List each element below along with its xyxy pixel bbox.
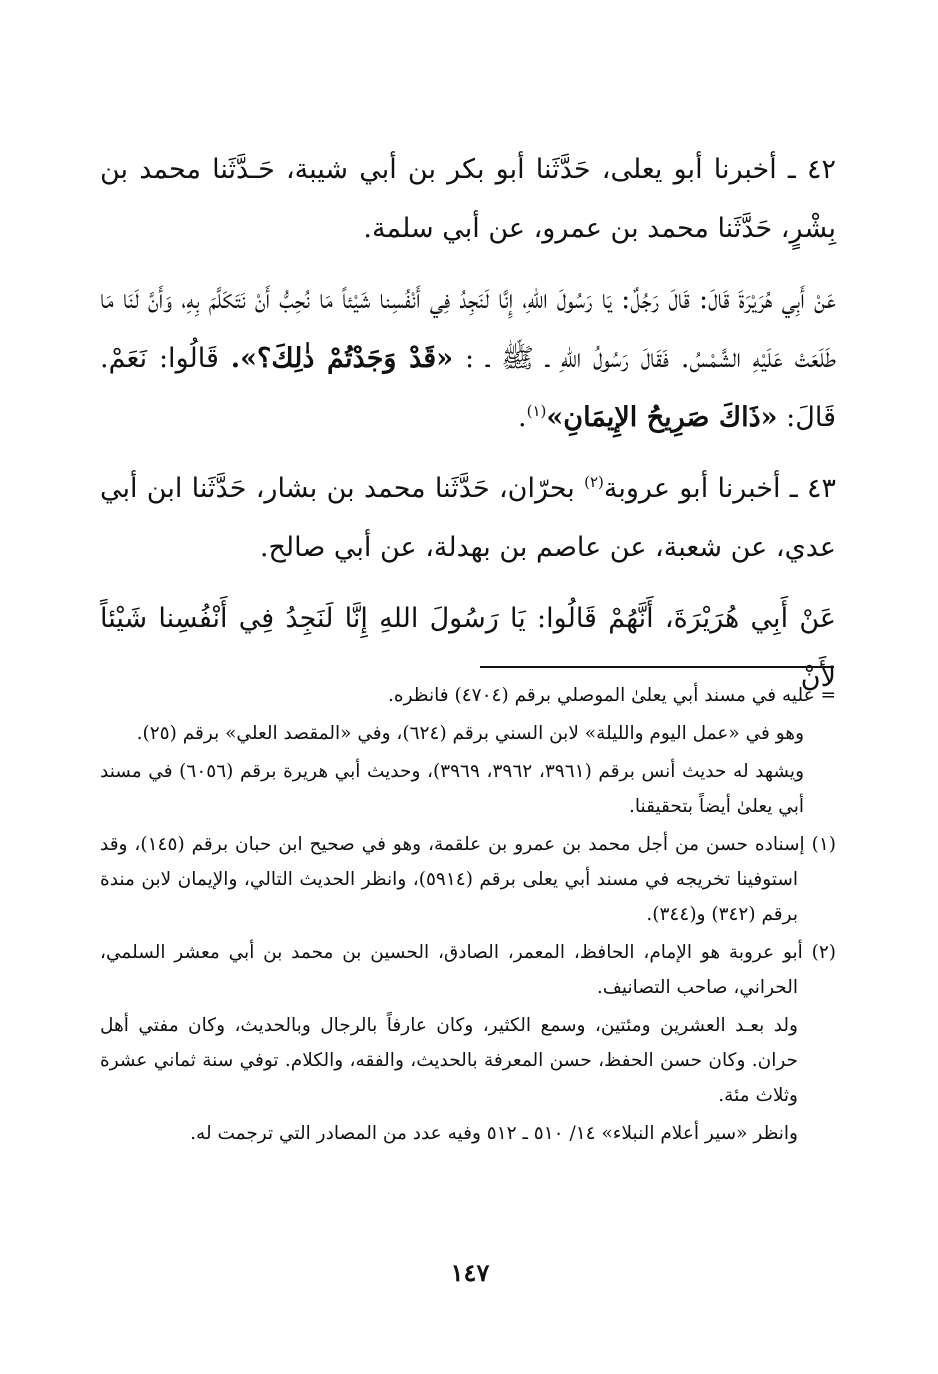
hadith-42-matn-quote-2: «ذَاكَ صَرِيحُ الإِيمَانِ»	[546, 402, 778, 433]
footnote-continuation-1: = عليه في مسند أبي يعلىٰ الموصلي برقم (٤٧٠٤) فانظره.	[388, 685, 836, 706]
page-number: ١٤٧	[450, 1258, 490, 1287]
footnote-ref-2: (٢)	[584, 473, 604, 491]
footnote-1: (١) إسناده حسن من أجل محمد بن عمرو بن علقمة، وهو في صحيح ابن حبان برقم (١٤٥)، وقد استوفينا تخريجه في مسند أبي يعلى برقم (٥٩١٤)، وانظر الحديث التالي، والإيمان لابن مندة برقم (٣٤٢) و(٣٤٤).	[100, 834, 836, 925]
footnote-2-paragraph-2: ولد بعـد العشرين ومئتين، وسمع الكثير، وكان عارفاً بالرجال وبالحديث، وكان مفتي أهل حران. وكان حسن الحفظ، حسن المعرفة بالحديث، والفقه، والكلام. توفي سنة ثماني عشرة وثلاث مئة.	[100, 1015, 798, 1106]
hadith-42-matn-part-3: قَالُوا: نَعَمْ. قَالَ:	[100, 343, 836, 433]
hadith-42-end: .	[517, 402, 527, 433]
hadith-42-matn-quote-1: «قَدْ وَجَدْتُمْ ذٰلِكَ؟».	[230, 343, 454, 374]
hadith-43-part-1: ٤٣ ـ أخبرنا أبو عروبة	[603, 473, 836, 504]
footnote-continuation-3: ويشهد له حديث أنس برقم (٣٩٦١، ٣٩٦٢، ٣٩٦٩)، وحديث أبي هريرة برقم (٦٠٥٦) في مسند أبي يعلىٰ أيضاً بتحقيقنا.	[100, 761, 805, 817]
footnote-ref-1: (١)	[526, 402, 547, 420]
hadith-42-matn	[100, 270, 836, 447]
footnotes	[100, 678, 836, 1154]
hadith-42-matn-part-1: عَنْ أَبِي هُرَيْرَةَ قَالَ: قَالَ رَجُلٌ: يَا رَسُولَ اللهِ، إِنَّا لَنَجِدُ فِي أَنْفُسِنا شَيْئاً مَا نُحِبُّ أَنْ نَتَكَلَّمَ بِهِ، وَأَنَّ لَنَا مَا طَلَعَتْ عَلَيْهِ الشَّمْسُ. فَقَالَ رَسُولُ اللهِ ـ ﷺ ـ :	[100, 284, 836, 374]
footnote-2: (٢) أبو عروبة هو الإمام، الحافظ، المعمر، الصادق، الحسين بن محمد بن أبي معشر السلمي، الحراني، صاحب التصانيف.	[100, 942, 836, 998]
main-text	[100, 140, 836, 719]
footnote-continuation-2: وهو في «عمل اليوم والليلة» لابن السني برقم (٦٢٤)، وفي «المقصد العلي» برقم (٢٥).	[136, 723, 804, 744]
hadith-42-isnad	[100, 140, 836, 258]
hadith-43-part-2: بحرّان، حَدَّثَنا محمد بن بشار، حَدَّثَنا ابن أبي عدي، عن شعبة، عن عاصم بن بهدلة، عن أبي صالح.	[100, 473, 836, 563]
hadith-42-line-2: محمد بن بِشْرٍ، حَدَّثَنا محمد بن عمرو، عن أبي سلمة.	[100, 154, 836, 244]
hadith-43-isnad	[100, 459, 836, 577]
hadith-42-line-1: ٤٢ ـ أخبرنا أبو يعلى، حَدَّثَنا أبو بكر بن أبي شيبة، حَـدَّثَنا	[212, 154, 836, 185]
hadith-43-matn-text: عَنْ أَبِي هُرَيْرَةَ، أَنَّهُمْ قَالُوا: يَا رَسُولَ اللهِ إِنَّا لَنَجِدُ فِي أَنْفُسِنا شَيْئاً لأَنْ	[100, 603, 836, 693]
footnote-separator	[480, 666, 834, 668]
footnote-2-paragraph-3: وانظر «سير أعلام النبلاء» ١٤/ ٥١٠ ـ ٥١٢ وفيه عدد من المصادر التي ترجمت له.	[190, 1123, 798, 1144]
